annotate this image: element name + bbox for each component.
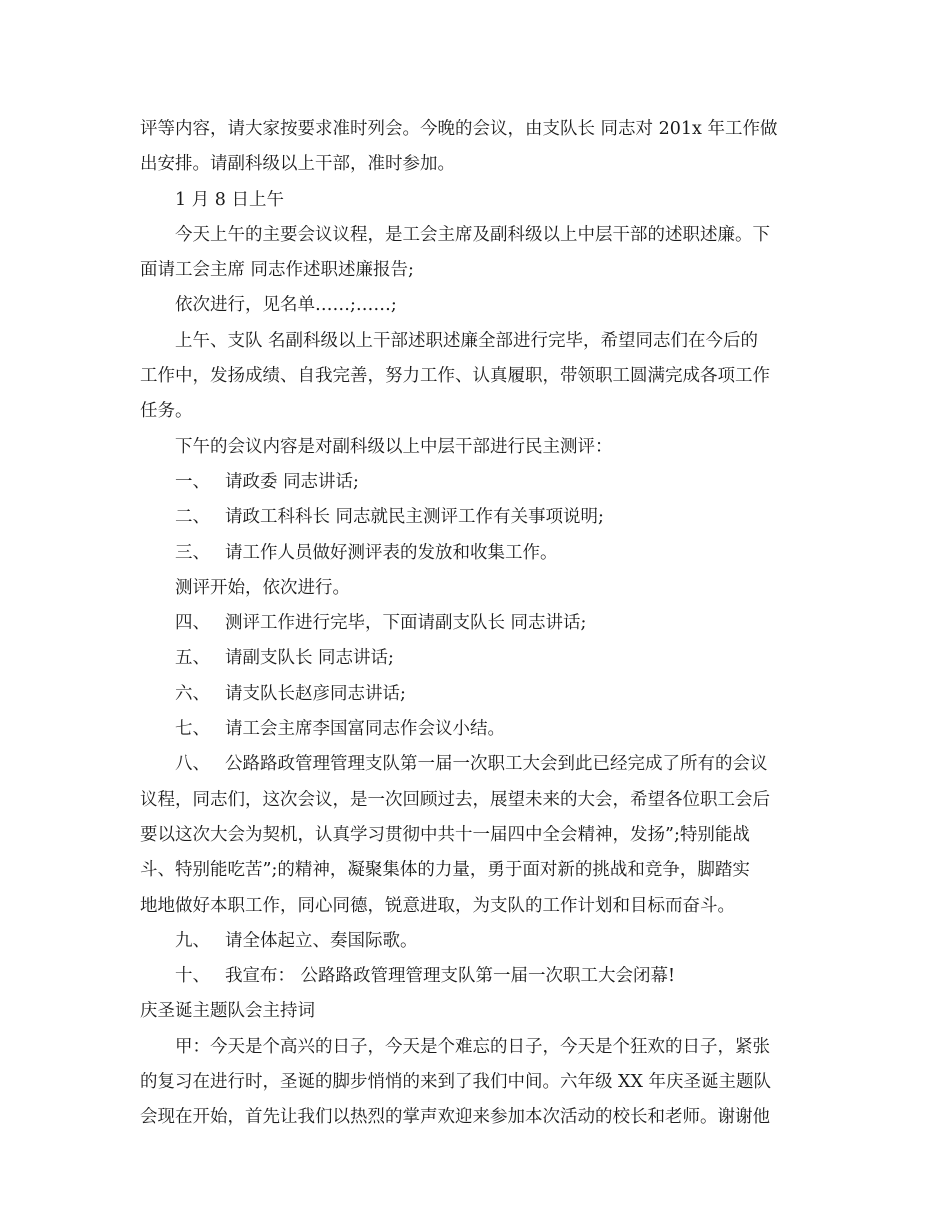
list-item bbox=[140, 641, 812, 676]
document-page bbox=[140, 112, 812, 1136]
text-line: 上午、支队 名副科级以上干部述职述廉全部进行完毕，希望同志们在今后的 bbox=[175, 330, 759, 351]
list-item-number: 九、 bbox=[175, 930, 210, 951]
list-item-number: 十、 bbox=[175, 966, 210, 987]
text-line: 要以这次大会为契机，认真学习贯彻中共十一届四中全会精神，发扬”;特别能战 bbox=[140, 824, 750, 845]
text-line: 甲：今天是个高兴的日子，今天是个难忘的日子，今天是个狂欢的日子，紧张 bbox=[175, 1036, 770, 1057]
text-line: 地地做好本职工作，同心同德，锐意进取，为支队的工作计划和目标而奋斗。 bbox=[140, 895, 735, 916]
list-item-text: 请工会主席李国富同志作会议小结。 bbox=[225, 719, 505, 740]
list-item bbox=[140, 500, 812, 535]
list-item bbox=[140, 959, 812, 994]
text-line: 工作中，发扬成绩、自我完善，努力工作、认真履职，带领职工圆满完成各项工作 bbox=[140, 366, 770, 387]
list-item bbox=[140, 712, 812, 747]
list-item-text: 请副支队长 同志讲话; bbox=[225, 648, 394, 669]
text-line: 庆圣诞主题队会主持词 bbox=[140, 1001, 315, 1022]
list-item-text: 请政委 同志讲话; bbox=[225, 471, 359, 492]
list-item-text: 请全体起立、奏国际歌。 bbox=[225, 930, 418, 951]
text-line: 面请工会主席 同志作述职述廉报告; bbox=[140, 260, 414, 281]
list-item-text: 公路路政管理管理支队第一届一次职工大会到此已经完成了所有的会议 bbox=[225, 754, 768, 775]
list-item-number: 二、 bbox=[175, 507, 210, 528]
text-line: 今天上午的主要会议议程，是工会主席及副科级以上中层干部的述职述廉。下 bbox=[175, 224, 770, 245]
text-line: 测评开始，依次进行。 bbox=[175, 577, 350, 598]
list-item-text: 我宣布： 公路路政管理管理支队第一届一次职工大会闭幕! bbox=[225, 966, 676, 987]
list-item-number: 三、 bbox=[175, 542, 210, 563]
list-item bbox=[140, 606, 812, 641]
list-item bbox=[140, 536, 812, 571]
text-line: 会现在开始，首先让我们以热烈的掌声欢迎来参加本次活动的校长和老师。谢谢他 bbox=[140, 1107, 770, 1128]
list-item bbox=[140, 677, 812, 712]
text-line: 下午的会议内容是对副科级以上中层干部进行民主测评： bbox=[175, 436, 613, 457]
list-item-number: 六、 bbox=[175, 683, 210, 704]
text-line: 的复习在进行时，圣诞的脚步悄悄的来到了我们中间。六年级 XX 年庆圣诞主题队 bbox=[140, 1072, 772, 1093]
list-item-number: 八、 bbox=[175, 754, 210, 775]
text-line: 斗、特别能吃苦”;的精神，凝聚集体的力量，勇于面对新的挑战和竞争，脚踏实 bbox=[140, 860, 750, 881]
list-item-text: 请工作人员做好测评表的发放和收集工作。 bbox=[225, 542, 558, 563]
text-line: 出安排。请副科级以上干部，准时参加。 bbox=[140, 154, 455, 175]
text-line: 依次进行，见名单……;……; bbox=[175, 295, 397, 316]
text-line: 评等内容，请大家按要求准时列会。今晚的会议，由支队长 同志对 201x 年工作做 bbox=[140, 119, 778, 139]
text-line: 议程，同志们，这次会议，是一次回顾过去，展望未来的大会，希望各位职工会后 bbox=[140, 789, 770, 810]
text-line: 任务。 bbox=[140, 401, 193, 422]
list-item-text: 请支队长赵彦同志讲话; bbox=[225, 683, 406, 704]
list-item-number: 五、 bbox=[175, 648, 210, 669]
list-item bbox=[140, 465, 812, 500]
list-item-text: 请政工科科长 同志就民主测评工作有关事项说明; bbox=[225, 507, 604, 528]
list-item-number: 四、 bbox=[175, 613, 210, 634]
list-item-number: 七、 bbox=[175, 719, 210, 740]
list-item-number: 一、 bbox=[175, 471, 210, 492]
text-line: 1 月 8 日上午 bbox=[175, 189, 284, 210]
list-item bbox=[140, 924, 812, 959]
list-item bbox=[140, 747, 812, 782]
list-item-text: 测评工作进行完毕，下面请副支队长 同志讲话; bbox=[225, 613, 587, 634]
